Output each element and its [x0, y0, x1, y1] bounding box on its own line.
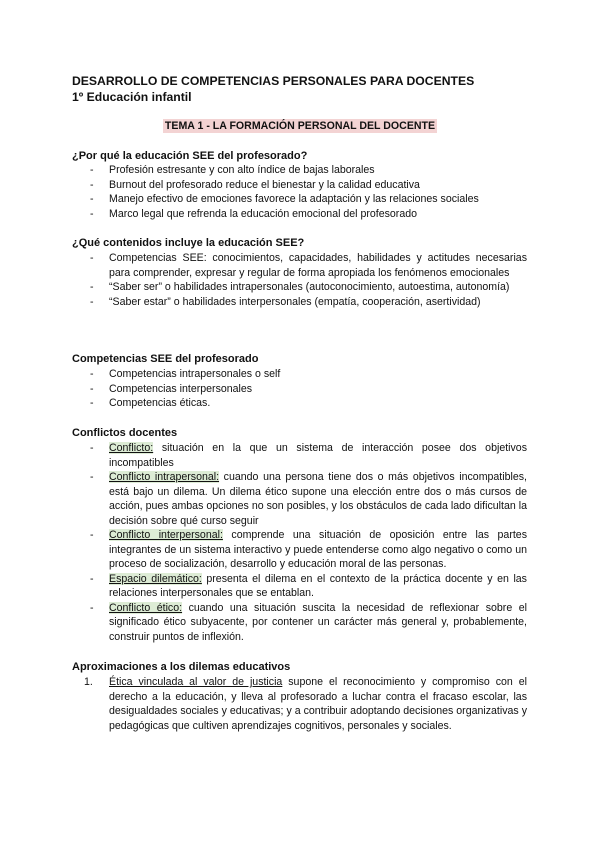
term-underlined: Ética vinculada al valor de justicia: [109, 676, 283, 688]
list-por-que: [72, 163, 527, 221]
tema-heading-highlight: TEMA 1 - LA FORMACIÓN PERSONAL DEL DOCENTE: [164, 120, 436, 132]
document-title: DESARROLLO DE COMPETENCIAS PERSONALES PARA DOCENTES: [72, 74, 475, 88]
term-definition: cuando una situación suscita la necesidad de reflexionar sobre el significado ético subyacente, por contener un carácter más general y, probablemente, construir puntos de inflexión.: [109, 601, 527, 643]
list-item: - Marco legal que refrenda la educación emocional del profesorado: [72, 207, 527, 222]
list-item: [72, 601, 527, 645]
list-contenidos: [72, 251, 527, 309]
term-highlight: Conflicto:: [109, 442, 154, 454]
list-item: - Manejo efectivo de emociones favorece la adaptación y las relaciones sociales: [72, 192, 527, 207]
list-item: - Competencias intrapersonales o self: [72, 367, 527, 382]
term-definition: comprende una situación de oposición entre las partes integrantes de un sistema interactivo y puede entenderse como algo negativo o como un proceso de socialización, desarrollo y educación moral de las personas.: [109, 529, 527, 570]
section-heading-contenidos: ¿Qué contenidos incluye la educación SEE?: [72, 237, 305, 249]
term-highlight: Conflicto ético:: [109, 601, 183, 614]
list-item: - “Saber estar” o habilidades interpersonales (empatía, cooperación, asertividad): [72, 295, 527, 310]
term-definition: supone el reconocimiento y compromiso con el derecho a la educación, y lleva al profesorado a luchar contra el fracaso escolar, las desigualdades sociales y educativas; y a contribuir adoptando decisiones organizativas y pedagógicas que cultiven aprendizajes cognitivos, personales y sociales.: [109, 676, 527, 732]
section-heading-por-que: ¿Por qué la educación SEE del profesorado?: [72, 150, 308, 162]
list-conflictos: [72, 441, 527, 644]
tema-heading: [0, 120, 600, 132]
list-item: - Competencias SEE: conocimientos, capacidades, habilidades y actitudes necesarias para comprender, expresar y regular de forma apropiada los fenómenos emocionales: [72, 251, 527, 280]
list-item: [72, 528, 527, 572]
term-definition: cuando una persona tiene dos o más objetivos incompatibles, está bajo un dilema. Un dilema ético supone una elección entre dos o más cursos de acción, pues ambas opciones no son posibles, y los obstáculos de cada lado dificultan la decisión sobre qué curso seguir: [109, 471, 527, 527]
section-heading-aproximaciones: Aproximaciones a los dilemas educativos: [72, 661, 291, 673]
list-item: [72, 470, 527, 528]
list-item: [72, 572, 527, 601]
list-item: - Profesión estresante y con alto índice de bajas laborales: [72, 163, 527, 178]
term-definition: situación en la que un sistema de interacción posee dos objetivos incompatibles: [109, 442, 527, 469]
section-heading-conflictos: Conflictos docentes: [72, 427, 178, 439]
list-item: - Competencias interpersonales: [72, 382, 527, 397]
term-definition: presenta el dilema en el contexto de la práctica docente y en las relaciones interpersonales que se entablan.: [109, 572, 527, 599]
term-highlight: Conflicto intrapersonal:: [109, 471, 220, 483]
term-highlight: Conflicto interpersonal:: [109, 529, 223, 541]
list-item: [72, 675, 527, 733]
list-item: [72, 441, 527, 470]
list-item: - Competencias éticas.: [72, 396, 527, 411]
list-item: - Burnout del profesorado reduce el bienestar y la calidad educativa: [72, 178, 527, 193]
list-competencias: [72, 367, 527, 411]
section-heading-competencias: Competencias SEE del profesorado: [72, 353, 259, 365]
document-subtitle: 1º Educación infantil: [72, 90, 192, 104]
list-item: - “Saber ser” o habilidades intrapersonales (autoconocimiento, autoestima, autonomía): [72, 280, 527, 295]
list-aproximaciones: [72, 675, 527, 733]
term-highlight: Espacio dilemático:: [109, 572, 202, 585]
